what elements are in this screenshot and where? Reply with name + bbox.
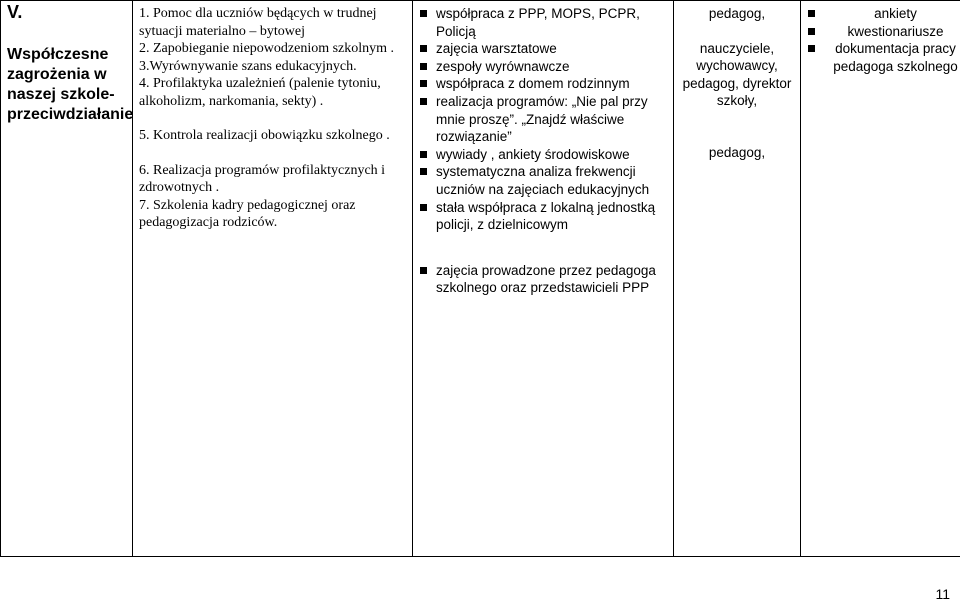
list-item: kwestionariusze	[807, 23, 960, 41]
section-number: V.	[7, 2, 23, 22]
list-item: stała współpraca z lokalną jednostką policji, z dzielnicowym	[419, 199, 667, 234]
methods-list-2	[419, 262, 667, 297]
methods-list	[419, 5, 667, 234]
responsible-item: pedagog,	[708, 144, 766, 160]
task-item: 7. Szkolenia kadry pedagogicznej oraz pedagogizacja rodziców.	[139, 197, 356, 230]
section-cell	[1, 1, 133, 557]
responsible-cell	[674, 1, 801, 557]
tasks-cell	[133, 1, 413, 557]
methods-cell	[413, 1, 674, 557]
list-item: ankiety	[807, 5, 960, 23]
list-item: współpraca z domem rodzinnym	[419, 75, 667, 93]
list-item: systematyczna analiza frekwencji uczniów na zajęciach edukacyjnych	[419, 163, 667, 198]
list-item: zajęcia prowadzone przez pedagoga szkolnego oraz przedstawicieli PPP	[419, 262, 667, 297]
task-item: 6. Realizacja programów profilaktycznych i zdrowotnych .	[139, 162, 386, 195]
task-item: 5. Kontrola realizacji obowiązku szkolnego .	[139, 128, 390, 143]
list-item: zajęcia warsztatowe	[419, 40, 667, 58]
evaluation-cell	[801, 1, 960, 557]
list-item: wywiady , ankiety środowiskowe	[419, 146, 667, 164]
list-item: współpraca z PPP, MOPS, PCPR, Policją	[419, 5, 667, 40]
page-number: 11	[935, 586, 950, 602]
table-row	[1, 1, 960, 557]
task-item: 3.Wyrównywanie szans edukacyjnych.	[139, 58, 357, 74]
responsible-item: pedagog,	[708, 6, 766, 21]
list-item: realizacja programów: „Nie pal przy mnie proszę”. „Znajdź właściwe rozwiązanie”	[419, 93, 667, 146]
task-item: 2. Zapobieganie niepowodzeniom szkolnym .	[139, 41, 395, 56]
task-item: 1. Pomoc dla uczniów będących w trudnej sytuacji materialno – bytowej	[139, 6, 377, 39]
list-item: dokumentacja pracy pedagoga szkolnego	[807, 40, 960, 75]
evaluation-list	[807, 5, 960, 75]
responsible-item: nauczyciele, wychowawcy, pedagog, dyrektor szkoły,	[682, 40, 792, 109]
section-title: Współczesne zagrożenia w naszej szkole- przeciwdziałanie	[7, 46, 134, 123]
task-item: 4. Profilaktyka uzależnień (palenie tytoniu, alkoholizm, narkomania, sekty) .	[139, 76, 381, 109]
list-item: zespoły wyrównawcze	[419, 58, 667, 76]
